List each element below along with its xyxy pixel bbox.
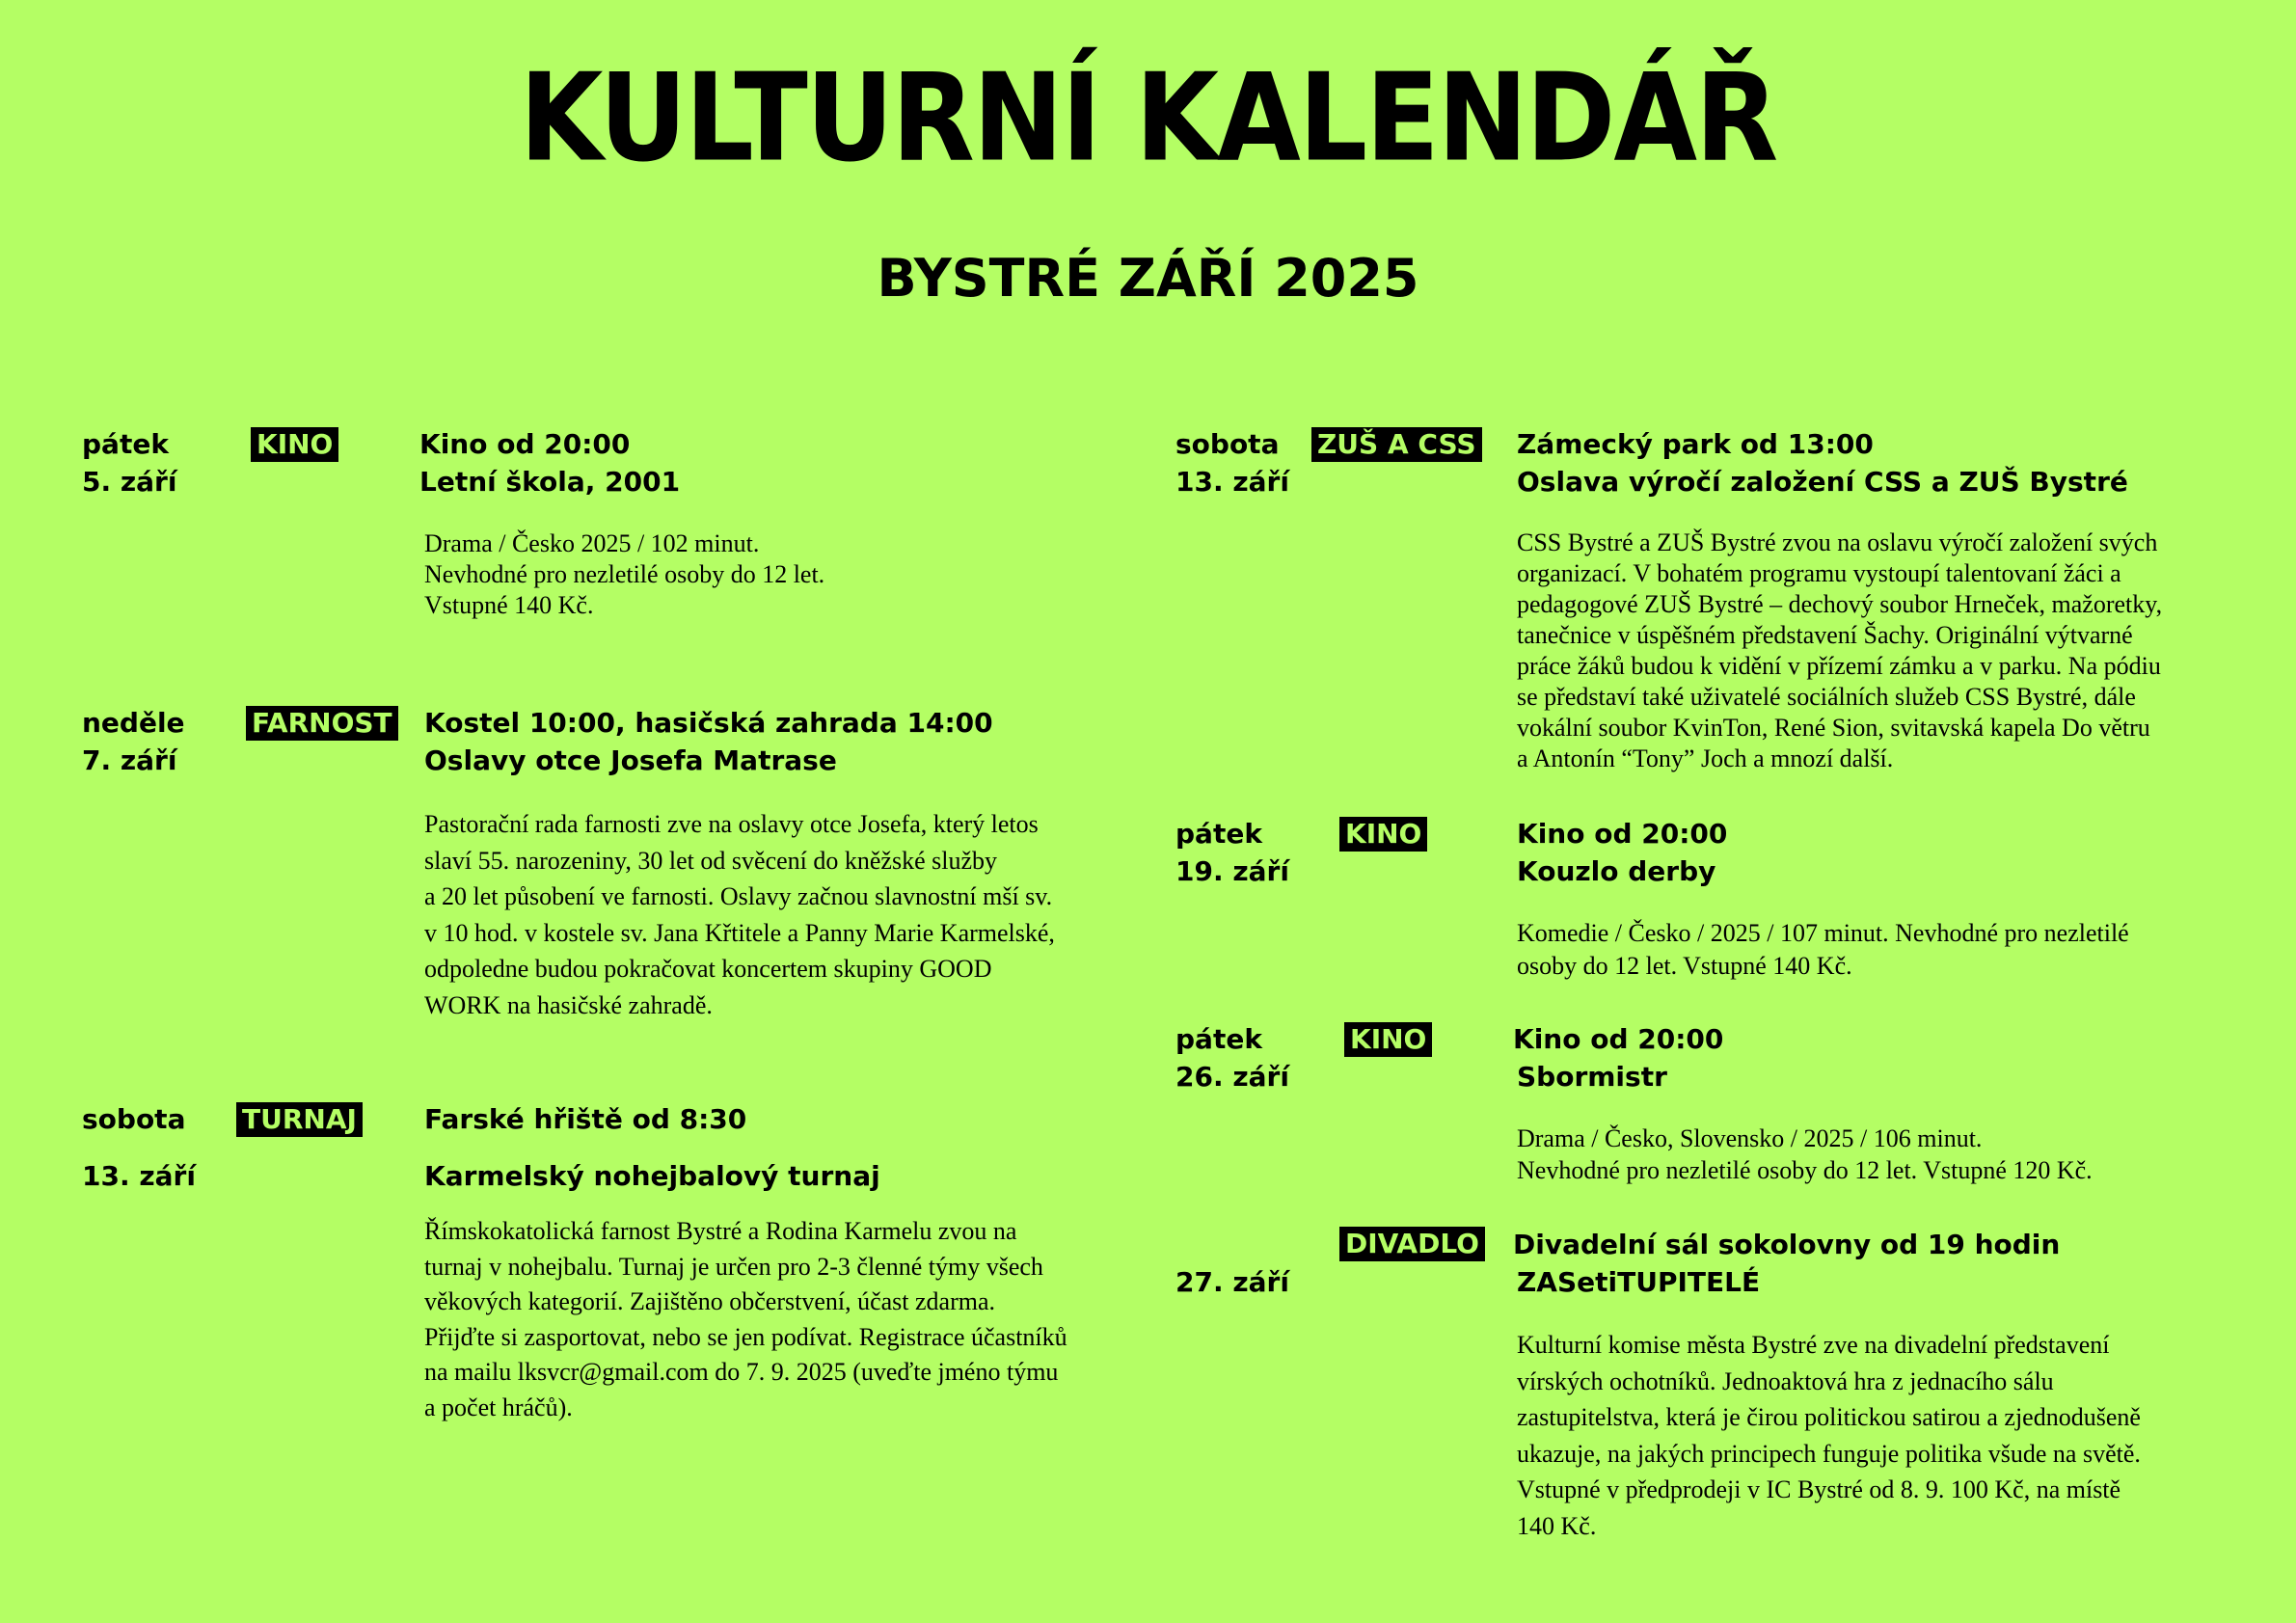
event-title: Letní škola, 2001 xyxy=(419,466,681,498)
event-day: sobota xyxy=(1175,428,1280,460)
event-description: Kulturní komise města Bystré zve na divadelní představení vírských ochotníků. Jednoaktová hra z jednacího sálu zastupitelstva, která je čirou politickou satirou a zjednodušeně ukazuje, na jakých principech funguje politika všude na světě. Vstupné v předprodeji v IC Bystré od 8. 9. 100 Kč, na místě 140 Kč. xyxy=(1517,1331,2141,1540)
event-place-time: Kino od 20:00 xyxy=(1513,1023,1724,1055)
event-day: sobota xyxy=(82,1103,186,1135)
event-date: 19. září xyxy=(1175,855,1289,887)
category-badge: ZUŠ A CSS xyxy=(1311,427,1482,462)
event-title: ZASetiTUPITELÉ xyxy=(1517,1266,1761,1298)
event-date: 7. září xyxy=(82,744,177,776)
page-subtitle: BYSTRÉ ZÁŘÍ 2025 xyxy=(877,248,1419,309)
category-badge: KINO xyxy=(1344,1022,1432,1057)
event-date: 27. září xyxy=(1175,1266,1289,1298)
event-date: 26. září xyxy=(1175,1061,1289,1093)
event-title: Oslavy otce Josefa Matrase xyxy=(424,744,837,776)
event-place-time: Farské hřiště od 8:30 xyxy=(424,1103,747,1135)
event-place-time: Kino od 20:00 xyxy=(1517,818,1728,850)
category-badge: KINO xyxy=(1339,817,1427,852)
event-title: Oslava výročí založení CSS a ZUŠ Bystré xyxy=(1517,466,2128,498)
event-description: Pastorační rada farnosti zve na oslavy otce Josefa, který letos slaví 55. narozeniny, 30 let od svěcení do kněžské služby a 20 let působení ve farnosti. Oslavy začnou slavnostní mší sv. v 10 hod. v kostele sv. Jana Křtitele a Panny Marie Karmelské, odpoledne budou pokračovat koncertem skupiny GOOD WORK na hasičské zahradě. xyxy=(424,810,1055,1019)
category-badge: TURNAJ xyxy=(236,1102,363,1137)
event-date: 13. září xyxy=(82,1160,196,1192)
event-date: 5. září xyxy=(82,466,177,498)
event-place-time: Divadelní sál sokolovny od 19 hodin xyxy=(1513,1229,2061,1260)
event-description: Drama / Česko 2025 / 102 minut. Nevhodné pro nezletilé osoby do 12 let. Vstupné 140 Kč. xyxy=(424,529,825,619)
category-badge: FARNOST xyxy=(246,706,398,741)
event-place-time: Kino od 20:00 xyxy=(419,428,631,460)
event-description: Komedie / Česko / 2025 / 107 minut. Nevhodné pro nezletilé osoby do 12 let. Vstupné 140 Kč. xyxy=(1517,919,2129,980)
event-day: neděle xyxy=(82,707,185,739)
event-description: CSS Bystré a ZUŠ Bystré zvou na oslavu výročí založení svých organizací. V bohatém programu vystoupí talentovaní žáci a pedagogové ZUŠ Bystré – dechový soubor Hrneček, mažoretky, tanečnice v úspěšném představení Šachy. Originální výtvarné práce žáků budou k vidění v přízemí zámku a v parku. Na pódiu se představí také uživatelé sociálních služeb CSS Bystré, dále vokální soubor KvinTon, René Sion, svitavská kapela Do větru a Antonín “Tony” Joch a mnozí další. xyxy=(1517,528,2163,772)
event-title: Karmelský nohejbalový turnaj xyxy=(424,1160,880,1192)
event-place-time: Kostel 10:00, hasičská zahrada 14:00 xyxy=(424,707,993,739)
event-description: Drama / Česko, Slovensko / 2025 / 106 minut. Nevhodné pro nezletilé osoby do 12 let. Vstupné 120 Kč. xyxy=(1517,1124,2093,1184)
page-title: KULTURNÍ KALENDÁŘ xyxy=(519,47,1777,189)
category-badge: KINO xyxy=(251,427,338,462)
event-title: Sbormistr xyxy=(1517,1061,1667,1093)
event-day: pátek xyxy=(1175,818,1262,850)
event-description: Římskokatolická farnost Bystré a Rodina Karmelu zvou na turnaj v nohejbalu. Turnaj je určen pro 2-3 členné týmy všech věkových kategorií. Zajištěno občerstvení, účast zdarma. Přijďte si zasportovat, nebo se jen podívat. Registrace účastníků na mailu lksvcr@gmail.com do 7. 9. 2025 (uveďte jméno týmu a počet hráčů). xyxy=(424,1217,1067,1421)
event-date: 13. září xyxy=(1175,466,1289,498)
event-day: pátek xyxy=(1175,1023,1262,1055)
event-day: pátek xyxy=(82,428,169,460)
event-title: Kouzlo derby xyxy=(1517,855,1716,887)
category-badge: DIVADLO xyxy=(1339,1227,1485,1261)
event-place-time: Zámecký park od 13:00 xyxy=(1517,428,1874,460)
